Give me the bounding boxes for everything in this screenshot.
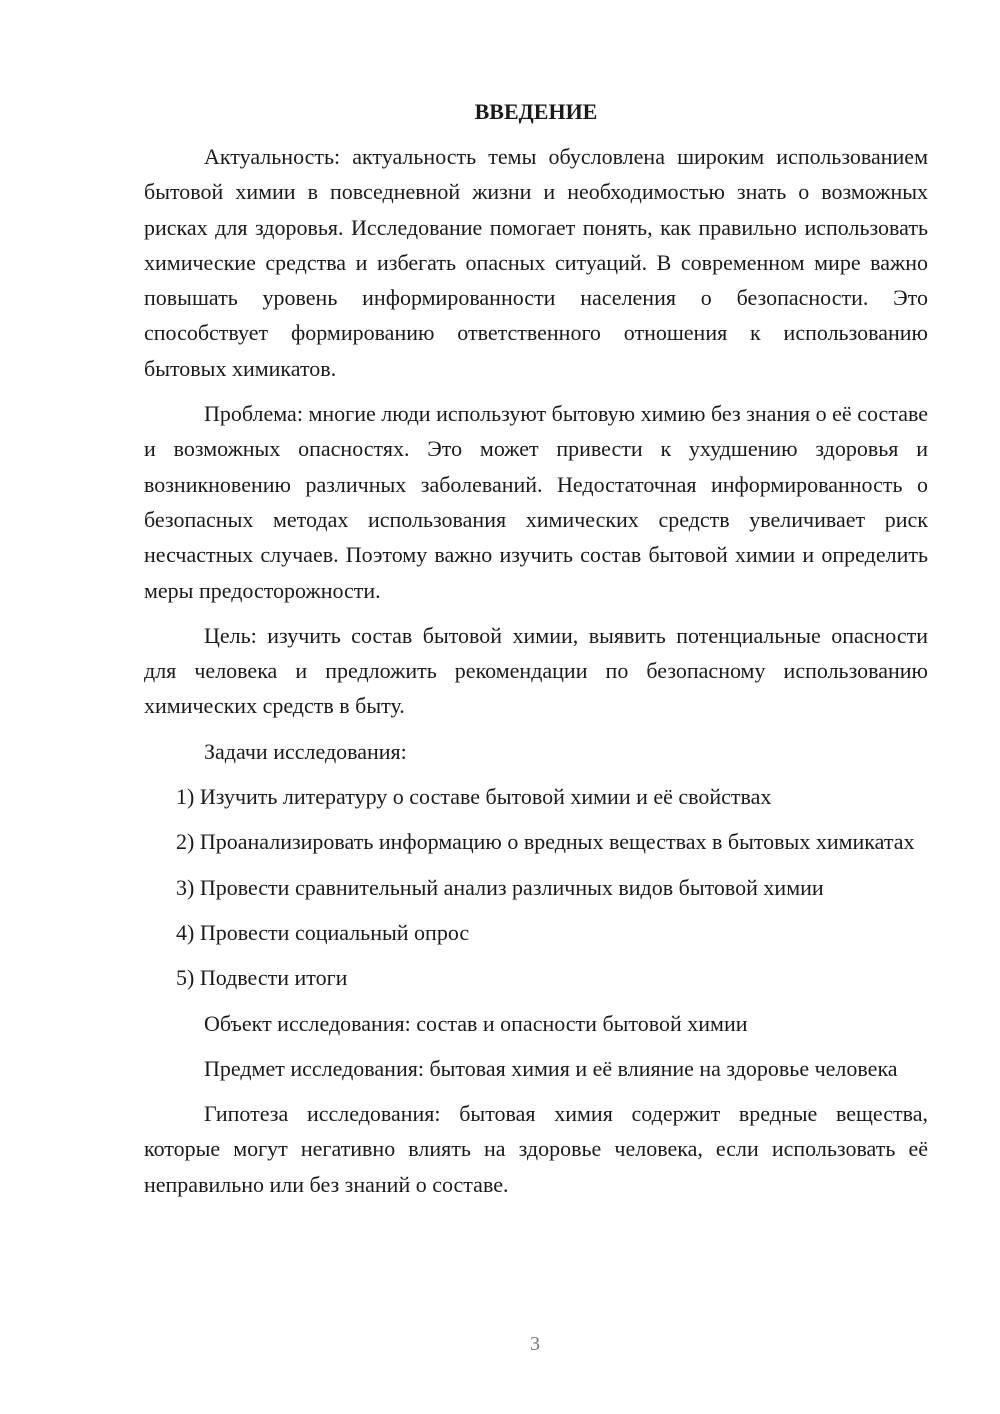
tasks-label: Задачи исследования:	[204, 738, 407, 764]
object-paragraph: Объект исследования: состав и опасности бытовой химии	[204, 1010, 748, 1036]
page-title: ВВЕДЕНИЕ	[474, 99, 598, 124]
subject-paragraph: Предмет исследования: бытовая химия и её влияние на здоровье человека	[204, 1055, 898, 1081]
task-item-5: 5) Подвести итоги	[176, 965, 348, 991]
task-item-1: 1) Изучить литературу о составе бытовой химии и её свойствах	[176, 784, 772, 810]
task-item-2: 2) Проанализировать информацию о вредных веществах в бытовых химикатах	[176, 829, 915, 855]
task-item-3: 3) Провести сравнительный анализ различных видов бытовой химии	[176, 874, 824, 900]
hypothesis-paragraph: Гипотеза исследования: бытовая химия содержит вредные вещества, которые могут негативно влиять на здоровье человека, если использовать её неправильно или без знаний о составе.	[144, 1101, 928, 1197]
page-content	[144, 94, 928, 1212]
page-number: 3	[530, 1333, 540, 1355]
goal-paragraph: Цель: изучить состав бытовой химии, выявить потенциальные опасности для человека и предложить рекомендации по безопасному использованию химических средств в быту.	[144, 622, 928, 719]
relevance-paragraph: Актуальность: актуальность темы обусловлена широким использованием бытовой химии в повседневной жизни и необходимостью знать о возможных рисках для здоровья. Исследование помогает понять, как правильно использовать химические средства и избегать опасных ситуаций. В современном мире важно повышать уровень информированности населения о безопасности. Это способствует формированию ответственного отношения к использованию бытовых химикатов.	[144, 144, 928, 381]
problem-paragraph: Проблема: многие люди используют бытовую химию без знания о её составе и возможных опасностях. Это может привести к ухудшению здоровья и возникновению различных заболеваний. Недостаточная информированность о безопасных методах использования химических средств увеличивает риск несчастных случаев. Поэтому важно изучить состав бытовой химии и определить меры предосторожности.	[144, 401, 928, 603]
task-item-4: 4) Провести социальный опрос	[176, 919, 470, 945]
